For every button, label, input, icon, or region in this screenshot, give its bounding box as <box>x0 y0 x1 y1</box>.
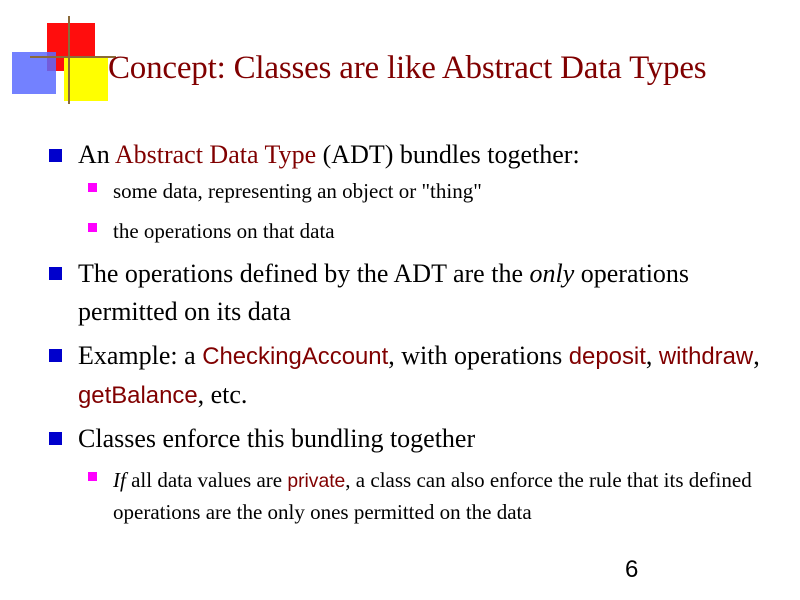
bullet-adt <box>78 136 768 174</box>
text: , etc. <box>197 380 248 409</box>
bullet-only-operations <box>78 255 768 331</box>
text: (ADT) bundles together: <box>316 140 580 169</box>
text: , <box>753 341 760 370</box>
code-term: deposit <box>568 343 646 370</box>
code-term: private <box>287 471 346 492</box>
emphasis: If <box>113 468 126 492</box>
code-term: getBalance <box>78 382 198 409</box>
sub-bullet-data: some data, representing an object or "thing" <box>113 179 482 203</box>
emphasis: only <box>529 259 575 288</box>
sub-bullet-icon <box>88 183 97 192</box>
bullet-icon <box>49 432 62 445</box>
text: , a class can also enforce the rule that its defined operations are the only ones permitted on the data <box>113 468 752 524</box>
bullet-example <box>78 337 768 415</box>
code-term: CheckingAccount <box>202 343 389 370</box>
text: , <box>645 341 659 370</box>
bullet-classes-enforce: Classes enforce this bundling together <box>78 424 476 453</box>
text: all data values are <box>125 468 288 492</box>
sub-bullet-private <box>113 465 763 527</box>
page-number: 6 <box>625 556 639 583</box>
bullet-icon <box>49 267 62 280</box>
slide-title: Concept: Classes are like Abstract Data Types <box>108 50 707 86</box>
bullet-icon <box>49 149 62 162</box>
highlight-term: Abstract Data Type <box>114 140 317 169</box>
text: An <box>78 140 115 169</box>
text: The operations defined by the ADT are the <box>78 259 530 288</box>
bullet-icon <box>49 349 62 362</box>
code-term: withdraw <box>658 343 754 370</box>
sub-bullet-icon <box>88 472 97 481</box>
text: , with operations <box>388 341 569 370</box>
text: Example: a <box>78 341 203 370</box>
text: operations permitted on its data <box>78 259 690 326</box>
sub-bullet-operations: the operations on that data <box>113 219 335 243</box>
sub-bullet-icon <box>88 223 97 232</box>
